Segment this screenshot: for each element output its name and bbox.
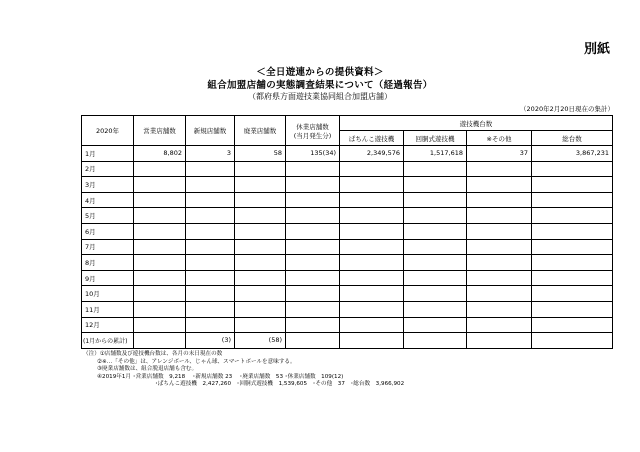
cell-pachinko (340, 208, 404, 224)
header-suspended (286, 116, 340, 146)
cell-pachinko (340, 301, 404, 317)
cell-other (467, 255, 532, 271)
cell-new (186, 286, 235, 302)
cell-pachinko (340, 286, 404, 302)
cell-new (186, 177, 235, 193)
cell-other (467, 223, 532, 239)
header-suspended-sub: (当月発生分) (293, 131, 332, 140)
cell-stores (134, 270, 186, 286)
cell-other (467, 177, 532, 193)
cell-closed (235, 208, 286, 224)
cell-closed (235, 177, 286, 193)
cell-slot (404, 208, 467, 224)
month-cell: 10月 (82, 286, 134, 302)
cell-closed (235, 286, 286, 302)
cell-stores: 8,802 (134, 146, 186, 162)
month-cell: 7月 (82, 239, 134, 255)
cell-suspended (286, 223, 340, 239)
cell-suspended (286, 177, 340, 193)
cell-other (467, 286, 532, 302)
month-cell: 6月 (82, 223, 134, 239)
cell-new (186, 317, 235, 333)
cell-slot (404, 161, 467, 177)
header-suspended-main: 休業店舗数 (296, 122, 329, 131)
cell-stores (134, 177, 186, 193)
cell-suspended: 135(34) (286, 146, 340, 162)
cumulative-closed: (58) (235, 333, 286, 349)
cell-total (532, 223, 613, 239)
cell-stores (134, 208, 186, 224)
note-4: ④2019年1月 ･営業店舗数 9,218 ･新規店舗数 23 ･廃業店舗数 53 ･休業店舗数 109(12) (97, 373, 344, 380)
cell-other (467, 192, 532, 208)
document-subtitle: （都府県方面遊技業協同組合加盟店舗） (248, 92, 392, 101)
cell-suspended (286, 286, 340, 302)
cell-slot (404, 270, 467, 286)
cell-slot (404, 317, 467, 333)
note-5: ･ぱちんこ遊技機 2,427,260 ･回胴式遊技機 1,539,605 ･その他 37 ･総台数 3,966,902 (155, 381, 405, 388)
cell-new (186, 161, 235, 177)
table-row (82, 301, 613, 317)
cell-pachinko (340, 270, 404, 286)
table-row (82, 255, 613, 271)
cell-closed: 58 (235, 146, 286, 162)
document-title: 組合加盟店舗の実態調査結果について（経過報告） (207, 80, 433, 91)
cell-suspended (286, 255, 340, 271)
table-row (82, 223, 613, 239)
cell-pachinko: 2,349,576 (340, 146, 404, 162)
cell-stores (134, 317, 186, 333)
cell-closed (235, 255, 286, 271)
cell-closed (235, 239, 286, 255)
cell-slot (404, 255, 467, 271)
cell-total (532, 192, 613, 208)
cell-suspended (286, 208, 340, 224)
cell-other (467, 161, 532, 177)
cell-pachinko (340, 239, 404, 255)
cell-other: 37 (467, 146, 532, 162)
header-closed-stores: 廃業店舗数 (235, 116, 286, 146)
attachment-label: 別紙 (583, 42, 610, 57)
month-cell: 8月 (82, 255, 134, 271)
cell-slot (404, 286, 467, 302)
month-cell: 9月 (82, 270, 134, 286)
cell-slot (404, 239, 467, 255)
cell-new: 3 (186, 146, 235, 162)
cumulative-stores (134, 333, 186, 349)
cumulative-label: (1月からの累計) (82, 333, 134, 349)
cumulative-suspended (286, 333, 340, 349)
month-cell: 11月 (82, 301, 134, 317)
cell-new (186, 270, 235, 286)
month-cell: 2月 (82, 161, 134, 177)
cell-slot (404, 192, 467, 208)
table-row (82, 208, 613, 224)
notes (83, 351, 404, 389)
cell-total (532, 208, 613, 224)
cell-slot (404, 223, 467, 239)
note-2: ②※…「その他」は、アレンジボール、じゃん球、スマートボールを意味する。 (97, 358, 296, 365)
cell-stores (134, 239, 186, 255)
cell-closed (235, 317, 286, 333)
table-row (82, 239, 613, 255)
table-row (82, 161, 613, 177)
cell-suspended (286, 270, 340, 286)
cell-new (186, 223, 235, 239)
header-pachinko: ぱちんこ遊技機 (340, 131, 404, 146)
table-row (82, 192, 613, 208)
cell-stores (134, 223, 186, 239)
note-3: ③廃業店舗数は、組合脱退店舗も含む。 (97, 366, 198, 373)
cell-suspended (286, 161, 340, 177)
cell-slot (404, 301, 467, 317)
header-total: 総台数 (532, 131, 613, 146)
cell-other (467, 239, 532, 255)
cell-stores (134, 161, 186, 177)
cell-pachinko (340, 317, 404, 333)
cell-total (532, 239, 613, 255)
cell-stores (134, 286, 186, 302)
table-row (82, 177, 613, 193)
table-row (82, 286, 613, 302)
cell-stores (134, 192, 186, 208)
cumulative-other (467, 333, 532, 349)
cell-other (467, 270, 532, 286)
store-survey-table (81, 115, 613, 349)
cell-new (186, 255, 235, 271)
cell-stores (134, 301, 186, 317)
cumulative-total (532, 333, 613, 349)
cell-closed (235, 223, 286, 239)
cell-total (532, 161, 613, 177)
cell-new (186, 192, 235, 208)
cell-pachinko (340, 223, 404, 239)
cell-stores (134, 255, 186, 271)
cell-other (467, 317, 532, 333)
month-cell: 5月 (82, 208, 134, 224)
cell-pachinko (340, 161, 404, 177)
month-cell: 4月 (82, 192, 134, 208)
cumulative-row (82, 333, 613, 349)
cell-slot (404, 177, 467, 193)
cumulative-slot (404, 333, 467, 349)
month-cell: 3月 (82, 177, 134, 193)
document-heading: ＜全日遊連からの提供資料＞ (256, 67, 384, 78)
cell-pachinko (340, 255, 404, 271)
header-new-stores: 新規店舗数 (186, 116, 235, 146)
cell-new (186, 239, 235, 255)
cell-suspended (286, 192, 340, 208)
note-1: （注）①店舗数及び遊技機台数は、各月の末日現在の数 (83, 351, 223, 357)
cell-new (186, 208, 235, 224)
table-row (82, 146, 613, 162)
cell-total (532, 301, 613, 317)
header-stores: 営業店舗数 (134, 116, 186, 146)
cumulative-new: (3) (186, 333, 235, 349)
cell-total (532, 317, 613, 333)
month-cell: 12月 (82, 317, 134, 333)
header-slot: 回胴式遊技機 (404, 131, 467, 146)
header-machines-group: 遊技機台数 (340, 116, 613, 131)
cell-closed (235, 161, 286, 177)
cell-slot: 1,517,618 (404, 146, 467, 162)
cell-other (467, 301, 532, 317)
cell-total (532, 255, 613, 271)
cell-new (186, 301, 235, 317)
cell-closed (235, 270, 286, 286)
cell-suspended (286, 317, 340, 333)
table-row (82, 317, 613, 333)
header-year: 2020年 (82, 116, 134, 146)
header-other: ※その他 (467, 131, 532, 146)
cell-pachinko (340, 177, 404, 193)
cell-suspended (286, 301, 340, 317)
as-of-date: （2020年2月20日現在の集計） (520, 105, 614, 113)
cell-other (467, 208, 532, 224)
table-body (82, 146, 613, 349)
cell-total: 3,867,231 (532, 146, 613, 162)
cell-total (532, 177, 613, 193)
cumulative-pachinko (340, 333, 404, 349)
cell-suspended (286, 239, 340, 255)
cell-total (532, 286, 613, 302)
table-row (82, 270, 613, 286)
cell-closed (235, 192, 286, 208)
month-cell: 1月 (82, 146, 134, 162)
cell-pachinko (340, 192, 404, 208)
cell-closed (235, 301, 286, 317)
cell-total (532, 270, 613, 286)
